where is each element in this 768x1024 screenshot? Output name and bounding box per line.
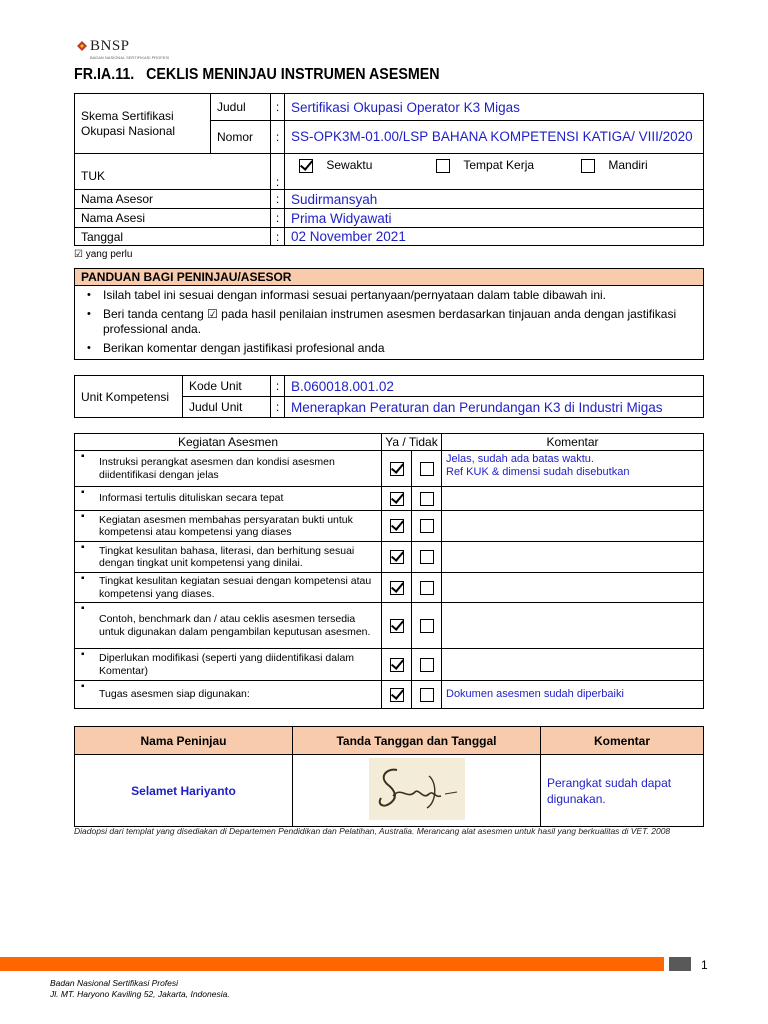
panduan-item: • Beri tanda centang ☑ pada hasil penilaian instrumen asesmen berdasarkan tinjauan anda dengan jastifikasi professional anda.: [103, 307, 697, 337]
tanggal-label: Tanggal: [75, 228, 271, 246]
checklist-table: [74, 433, 704, 709]
checklist-item: ▪ Tugas asesmen siap digunakan:: [75, 681, 382, 709]
komentar-cell: [442, 511, 704, 542]
footer-street: Jl. MT. Haryono Kaviling 52, Jakarta, Indonesia.: [50, 989, 230, 999]
judul-label: Judul: [211, 94, 271, 121]
checklist-item: ▪ Kegiatan asesmen membahas persyaratan bukti untuk kompetensi atau kompetensi yang diases: [75, 511, 382, 542]
komentar-cell: [442, 573, 704, 603]
panduan-item: • Berikan komentar dengan jastifikasi profesional anda: [103, 341, 697, 356]
tidak-checkbox[interactable]: [420, 492, 434, 506]
col-komentar: Komentar: [442, 434, 704, 451]
asesi-value: Prima Widyawati: [285, 209, 704, 228]
panduan-heading: PANDUAN BAGI PENINJAU/ASESOR: [75, 269, 703, 286]
nomor-value: SS-OPK3M-01.00/LSP BAHANA KOMPETENSI KATIGA/ VIII/2020: [285, 121, 704, 154]
tidak-checkbox[interactable]: [420, 550, 434, 564]
header-info-table: Skema Sertifikasi Okupasi Nasional Judul : Sertifikasi Okupasi Operator K3 Migas Nomor : SS-OPK3M-01.00/LSP BAHANA KOMPETENSI KATIGA/ VIII/2020 TUK : Sewaktu Tempat Kerja Mandiri Nama Asesor : Sudirmansyah Nama Asesi : Prima Widyawati Tanggal : 02 November 2021: [74, 93, 704, 246]
komentar-cell: Dokumen asesmen sudah diperbaiki: [442, 681, 704, 709]
col-review-komentar: Komentar: [541, 727, 704, 755]
ya-checkbox[interactable]: [390, 619, 404, 633]
tidak-checkbox[interactable]: [420, 619, 434, 633]
tidak-checkbox[interactable]: [420, 519, 434, 533]
tidak-checkbox[interactable]: [420, 462, 434, 476]
kode-unit-value: B.060018.001.02: [285, 376, 704, 397]
review-komentar: Perangkat sudah dapat digunakan.: [541, 755, 704, 827]
review-table: [74, 726, 704, 827]
tuk-sewaktu-checkbox[interactable]: [299, 159, 313, 173]
checklist-item: ▪ Informasi tertulis dituliskan secara tepat: [75, 487, 382, 511]
ya-checkbox[interactable]: [390, 658, 404, 672]
asesor-label: Nama Asesor: [75, 190, 271, 209]
komentar-cell: [442, 487, 704, 511]
logo-text: BNSP: [90, 38, 130, 54]
ya-checkbox[interactable]: [390, 492, 404, 506]
reviewer-name: Selamet Hariyanto: [75, 755, 293, 827]
bnsp-logo-icon: [76, 40, 88, 52]
komentar-cell: [442, 649, 704, 681]
ya-checkbox[interactable]: [390, 581, 404, 595]
ya-checkbox[interactable]: [390, 519, 404, 533]
col-ya-tidak: Ya / Tidak: [382, 434, 442, 451]
unit-kompetensi-table: Unit Kompetensi Kode Unit : B.060018.001.02 Judul Unit : Menerapkan Peraturan dan Perundangan K3 di Industri Migas: [74, 375, 704, 418]
signature-image: [367, 756, 467, 822]
checklist-item: ▪ Diperlukan modifikasi (seperti yang diidentifikasi dalam Komentar): [75, 649, 382, 681]
komentar-cell: [442, 542, 704, 573]
asesor-value: Sudirmansyah: [285, 190, 704, 209]
footer-address: [50, 978, 230, 1000]
ya-checkbox[interactable]: [390, 688, 404, 702]
skema-label: Skema Sertifikasi Okupasi Nasional: [75, 94, 211, 154]
tanggal-value: 02 November 2021: [285, 228, 704, 246]
logo-subtitle: BADAN NASIONAL SERTIFIKASI PROFESI: [90, 55, 170, 60]
col-kegiatan: Kegiatan Asesmen: [75, 434, 382, 451]
tuk-tempat-kerja-checkbox[interactable]: [436, 159, 450, 173]
tuk-options: Sewaktu Tempat Kerja Mandiri: [285, 154, 704, 190]
tidak-checkbox[interactable]: [420, 658, 434, 672]
checklist-item: ▪ Tingkat kesulitan kegiatan sesuai dengan kompetensi atau kompetensi yang diases.: [75, 573, 382, 603]
judul-unit-label: Judul Unit: [183, 397, 271, 418]
col-nama-peninjau: Nama Peninjau: [75, 727, 293, 755]
footer-orange-bar: [0, 957, 664, 971]
kode-unit-label: Kode Unit: [183, 376, 271, 397]
tidak-checkbox[interactable]: [420, 688, 434, 702]
checklist-item: ▪ Instruksi perangkat asesmen dan kondisi asesmen diidentifikasi dengan jelas: [75, 451, 382, 487]
judul-unit-value: Menerapkan Peraturan dan Perundangan K3 di Industri Migas: [285, 397, 704, 418]
page-number: 1: [701, 958, 708, 972]
panduan-box: [74, 268, 704, 360]
col-tanda-tangan: Tanda Tanggan dan Tanggal: [293, 727, 541, 755]
checklist-item: ▪ Tingkat kesulitan bahasa, literasi, dan berhitung sesuai dengan tingkat unit kompetensi yang dinilai.: [75, 542, 382, 573]
tuk-label: TUK: [75, 154, 271, 190]
footer-grey-box: [669, 957, 691, 971]
ya-checkbox[interactable]: [390, 462, 404, 476]
komentar-cell: [442, 603, 704, 649]
footnote: Diadopsi dari templat yang disediakan di Departemen Pendidikan dan Pelatihan, Australia. Merancang alat asesmen untuk hasil yang berkualitas di VET. 2008: [74, 826, 671, 836]
panduan-item: • Isilah tabel ini sesuai dengan informasi sesuai pertanyaan/pernyataan dalam table dibawah ini.: [103, 288, 697, 303]
checklist-item: ▪ Contoh, benchmark dan / atau ceklis asesmen tersedia untuk digunakan dalam pengambilan keputusan asesmen.: [75, 603, 382, 649]
unit-label: Unit Kompetensi: [75, 376, 183, 418]
komentar-cell: Jelas, sudah ada batas waktu. Ref KUK & dimensi sudah disebutkan: [442, 451, 704, 487]
check-note: ☑ yang perlu: [74, 249, 133, 260]
document-title: FR.IA.11. CEKLIS MENINJAU INSTRUMEN ASESMEN: [74, 66, 440, 83]
footer-org: Badan Nasional Sertifikasi Profesi: [50, 978, 179, 988]
nomor-label: Nomor: [211, 121, 271, 154]
judul-value: Sertifikasi Okupasi Operator K3 Migas: [285, 94, 704, 121]
ya-checkbox[interactable]: [390, 550, 404, 564]
signature-cell: [293, 755, 541, 827]
tidak-checkbox[interactable]: [420, 581, 434, 595]
tuk-mandiri-checkbox[interactable]: [581, 159, 595, 173]
asesi-label: Nama Asesi: [75, 209, 271, 228]
